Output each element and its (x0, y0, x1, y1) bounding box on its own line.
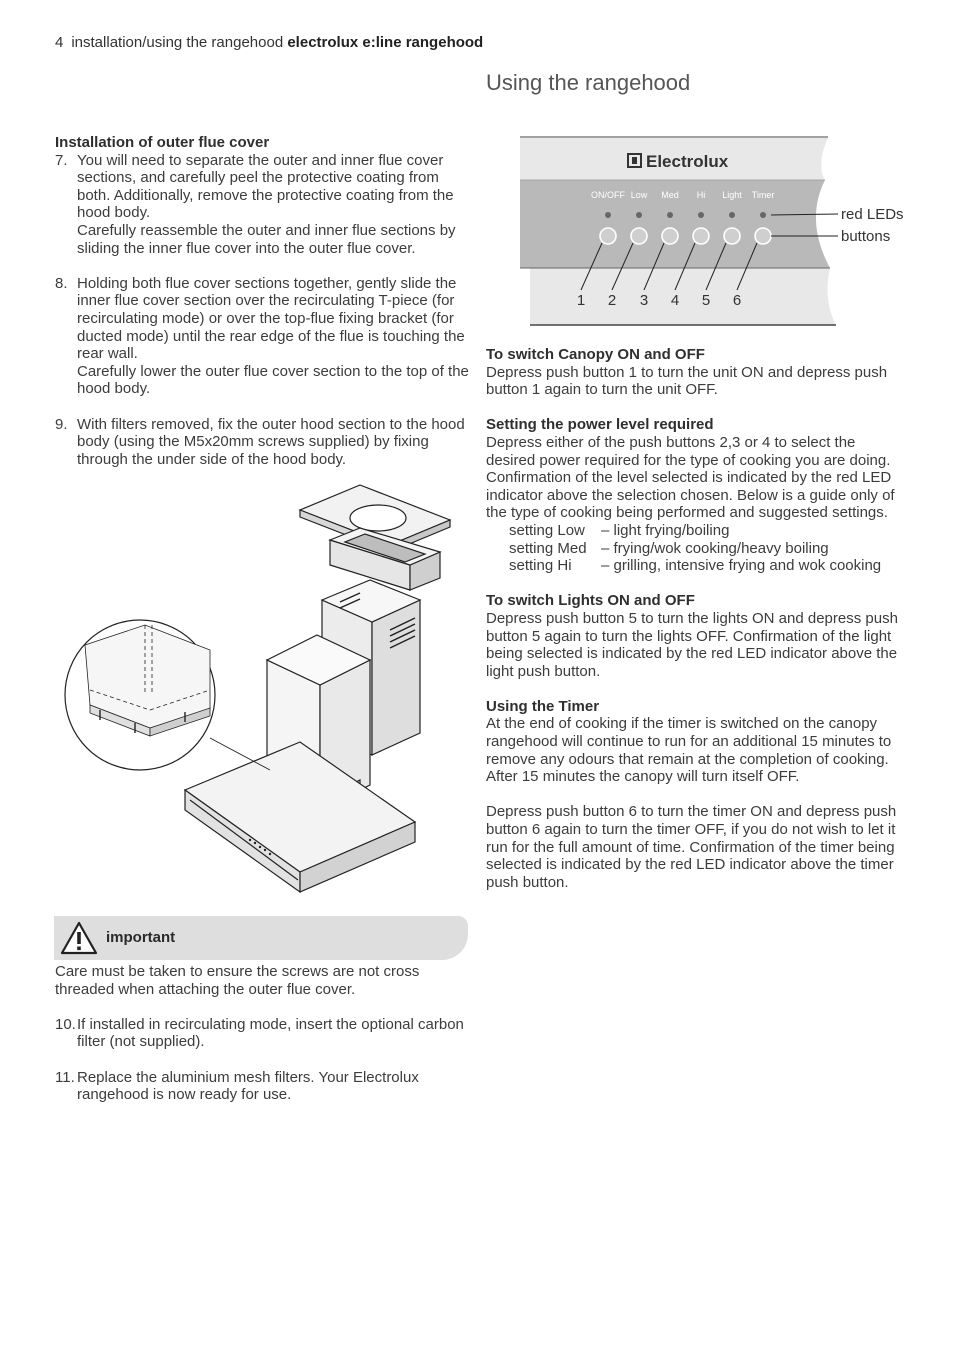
button-number-5: 5 (701, 292, 711, 309)
power-text: Depress either of the push buttons 2,3 or 4 to select the desired power required for the type of cooking you are doing. Confirmation of the level selected is indicated by the red LED indicator above the selection chosen. Below is a guide only of the type of cooking being performed and suggested settings. (486, 433, 895, 522)
step-10: 10. If installed in recirculating mode, insert the optional carbon filter (not supplied). (55, 1016, 469, 1051)
push-button-4[interactable] (693, 228, 709, 244)
step-7: 7. You will need to separate the outer and inner flue cover sections, and carefully peel the protective coating from both. Additionally, remove the protective coating from the hood body. Carefully reassemble the outer and inner flue sections by sliding the inner flue cover into the outer flue cover. (55, 152, 469, 258)
important-text: Care must be taken to ensure the screws are not cross threaded when attaching the outer flue cover. (55, 963, 420, 998)
step-8-text-2: Carefully lower the outer flue cover section to the top of the hood body. (77, 362, 469, 398)
button-number-1: 1 (576, 292, 586, 309)
page-header (55, 34, 483, 51)
lights-text: Depress push button 5 to turn the lights ON and depress push button 5 again to turn the lights OFF. Confirmation of the light being selected is indicated by the red LED indicator above the light push button. (486, 609, 898, 680)
left-column-bottom (55, 963, 469, 1104)
push-button-5[interactable] (724, 228, 740, 244)
step-8-text: Holding both flue cover sections together, gently slide the inner flue cover section over the recirculating T-piece (for recirculating mode) or over the top-flue fixing bracket (for ducted mode) until the rear edge of the flue is touching the rear wall. (77, 274, 465, 363)
red-led-1 (605, 212, 611, 218)
setting-med: setting Med – frying/wok cooking/heavy boiling (509, 539, 829, 557)
timer-text-2: Depress push button 6 to turn the timer ON and depress push button 6 again to turn the timer OFF, if you do not wish to let it run for the full amount of time. Confirmation of the timer being selected is indicated by the red LED indicator above the timer push button. (486, 803, 897, 891)
panel-label-4: Hi (696, 190, 706, 200)
button-number-6: 6 (732, 292, 742, 309)
step-10-text: If installed in recirculating mode, insert the optional carbon filter (not supplied). (77, 1015, 464, 1051)
hood-installation-illustration (60, 480, 470, 900)
panel-label-3: Med (661, 190, 679, 200)
red-led-4 (698, 212, 704, 218)
warning-icon (60, 921, 98, 955)
step-11: 11. Replace the aluminium mesh filters. Your Electrolux rangehood is now ready for use. (55, 1069, 469, 1104)
panel-label-5: Light (722, 190, 742, 200)
push-button-2[interactable] (631, 228, 647, 244)
red-led-5 (729, 212, 735, 218)
header-product: electrolux e:line rangehood (287, 34, 484, 51)
red-led-6 (760, 212, 766, 218)
important-label: important (106, 929, 176, 946)
setting-low: setting Low – light frying/boiling (509, 521, 730, 539)
push-button-6[interactable] (755, 228, 771, 244)
red-led-3 (667, 212, 673, 218)
setting-hi: setting Hi – grilling, intensive frying and wok cooking (509, 557, 882, 575)
step-8: 8. Holding both flue cover sections together, gently slide the inner flue cover section over the recirculating T-piece (for recirculating mode) or over the top-flue fixing bracket (for ducted mode) until the rear edge of the flue is touching the rear wall. Carefully lower the outer flue cover section to the top of the hood body. (55, 274, 469, 398)
left-column (55, 134, 469, 468)
red-leds-callout: red LEDs (841, 206, 904, 223)
header-section: installation/using the rangehood (71, 34, 284, 51)
panel-label-6: Timer (751, 190, 775, 200)
page-number: 4 (55, 34, 64, 51)
important-notice (54, 916, 468, 960)
red-led-2 (636, 212, 642, 218)
panel-label-1: ON/OFF (591, 190, 625, 200)
power-heading: Setting the power level required (486, 416, 714, 434)
step-9-text: With filters removed, fix the outer hood section to the hood body (using the M5x20mm screws supplied) by fixing through the under side of the hood body. (77, 415, 465, 468)
button-number-2: 2 (607, 292, 617, 309)
button-number-4: 4 (670, 292, 680, 309)
canopy-heading: To switch Canopy ON and OFF (486, 346, 705, 363)
timer-heading: Using the Timer (486, 697, 600, 715)
timer-text: At the end of cooking if the timer is switched on the canopy rangehood will continue to run for an additional 15 minutes to remove any odours that remain at the completion of cooking. After 15 minutes the canopy will turn itself OFF. (486, 715, 892, 786)
step-9: 9. With filters removed, fix the outer hood section to the hood body (using the M5x20mm screws supplied) by fixing through the under side of the hood body. (55, 416, 469, 469)
step-7-text: You will need to separate the outer and inner flue cover sections, and carefully peel the protective coating from both. Additionally, remove the protective coating from the hood body. (77, 151, 454, 222)
right-column (486, 346, 906, 891)
canopy-text: Depress push button 1 to turn the unit ON and depress push button 1 again to turn the unit OFF. (486, 363, 888, 399)
button-number-3: 3 (639, 292, 649, 309)
step-7-text-2: Carefully reassemble the outer and inner flue sections by sliding the inner flue cover into the outer flue cover. (77, 221, 456, 257)
lights-heading: To switch Lights ON and OFF (486, 592, 695, 610)
panel-label-2: Low (630, 190, 648, 200)
panel-brand: Electrolux (646, 152, 729, 171)
buttons-callout: buttons (841, 228, 891, 245)
control-panel-diagram (510, 130, 930, 335)
step-11-text: Replace the aluminium mesh filters. Your Electrolux rangehood is now ready for use. (77, 1068, 419, 1104)
push-button-3[interactable] (662, 228, 678, 244)
installation-heading: Installation of outer flue cover (55, 134, 270, 151)
section-title: Using the rangehood (486, 70, 691, 95)
push-button-1[interactable] (600, 228, 616, 244)
